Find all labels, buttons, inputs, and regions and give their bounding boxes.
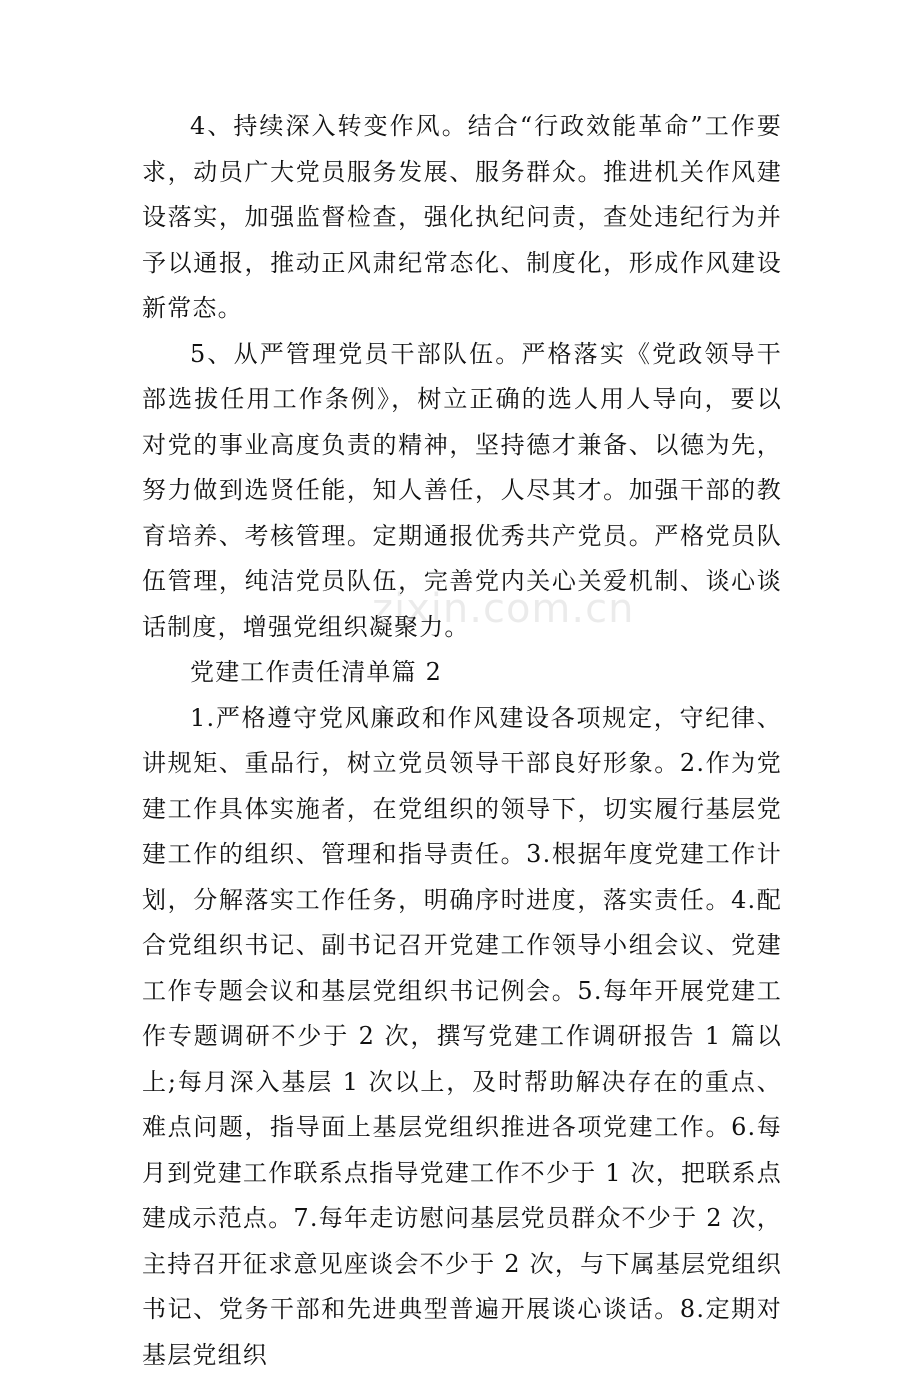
paragraph-4: 4、持续深入转变作风。结合“行政效能革命”工作要求，动员广大党员服务发展、服务群众。推进机关作风建设落实，加强监督检查，强化执纪问责，查处违纪行为并予以通报，推动正风肃纪常态化、制度化，形成作风建设新常态。 — [142, 104, 782, 332]
section-heading: 党建工作责任清单篇 2 — [142, 650, 782, 696]
document-body — [142, 104, 782, 1378]
watermark: zixin.com.cn — [372, 586, 634, 632]
section-body-paragraph: 1.严格遵守党风廉政和作风建设各项规定，守纪律、讲规矩、重品行，树立党员领导干部良好形象。2.作为党建工作具体实施者，在党组织的领导下，切实履行基层党建工作的组织、管理和指导责任。3.根据年度党建工作计划，分解落实工作任务，明确序时进度，落实责任。4.配合党组织书记、副书记召开党建工作领导小组会议、党建工作专题会议和基层党组织书记例会。5.每年开展党建工作专题调研不少于 2 次，撰写党建工作调研报告 1 篇以上;每月深入基层 1 次以上，及时帮助解决存在的重点、难点问题，指导面上基层党组织推进各项党建工作。6.每月到党建工作联系点指导党建工作不少于 1 次，把联系点建成示范点。7.每年走访慰问基层党员群众不少于 2 次，主持召开征求意见座谈会不少于 2 次，与下属基层党组织书记、党务干部和先进典型普遍开展谈心谈话。8.定期对基层党组织 — [142, 696, 782, 1378]
paragraph-5: 5、从严管理党员干部队伍。严格落实《党政领导干部选拔任用工作条例》，树立正确的选人用人导向，要以对党的事业高度负责的精神，坚持德才兼备、以德为先，努力做到选贤任能，知人善任，人尽其才。加强干部的教育培养、考核管理。定期通报优秀共产党员。严格党员队伍管理，纯洁党员队伍，完善党内关心关爱机制、谈心谈话制度，增强党组织凝聚力。 — [142, 332, 782, 651]
